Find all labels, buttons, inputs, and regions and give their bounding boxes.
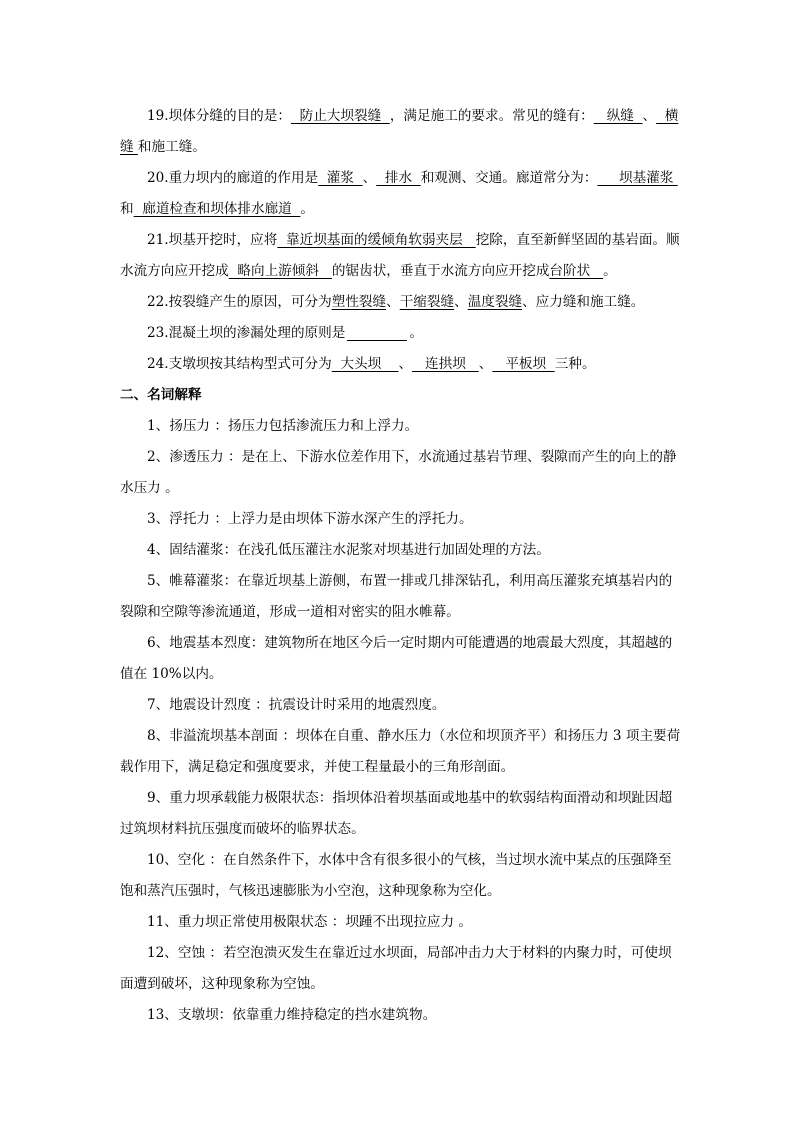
answer-text: 灌浆 — [318, 170, 363, 186]
fill-in-question — [120, 225, 685, 287]
question-text: 和观测、交通。廊道常分为： — [420, 170, 598, 186]
question-text: 和施工缝。 — [137, 139, 206, 155]
term-definitions — [120, 411, 685, 1031]
definition-item: 2、渗透压力 ：是在上、下游水位差作用下，水流通过基岩节理、裂隙而产生的向上的静水压力 。 — [120, 449, 677, 496]
definition-item: 13、支墩坝：依靠重力维持稳定的挡水建筑物。 — [147, 1007, 437, 1023]
question-text: 、 — [362, 170, 377, 186]
definition-item: 8、非溢流坝基本剖面 ：坝体在自重、静水压力（水位和坝顶齐平）和扬压力 3 项主要荷载作用下，满足稳定和强度要求，并使工程量最小的三角形剖面。 — [120, 728, 681, 775]
question-text: 、 — [386, 294, 400, 310]
answer-text: 防止大坝裂缝 — [290, 108, 390, 124]
answer-text: 略向上游倾斜 — [228, 263, 332, 279]
definition-item: 7、地震设计烈度 ：抗震设计时采用的地震烈度。 — [147, 697, 446, 713]
question-number: 22. — [147, 294, 169, 310]
question-text: 重力坝内的廊道的作用是 — [168, 170, 319, 186]
question-text: 。 — [409, 325, 423, 341]
fill-in-question — [120, 163, 685, 225]
answer-text: 纵缝 — [593, 108, 643, 124]
question-text: 、 — [478, 356, 493, 372]
answer-text: 温度裂缝 — [467, 294, 523, 310]
question-number: 21. — [147, 232, 169, 248]
definition-item: 10、空化 ：在自然条件下，水体中含有很多很小的气核，当过坝水流中某点的压强降至饱和蒸汽压强时，气核迅速膨胀为小空泡，这种现象称为空化。 — [120, 852, 672, 899]
fill-in-question — [120, 349, 685, 380]
question-text: 、应力缝和施工缝。 — [522, 294, 645, 310]
fill-in-questions — [120, 101, 685, 380]
answer-text: 廊道检查和坝体排水廊道 — [133, 201, 301, 217]
question-number: 20. — [147, 170, 169, 186]
fill-in-question — [120, 101, 685, 163]
question-text: 支墩坝按其结构型式可分为 — [168, 356, 332, 372]
answer-text: 台阶状 — [549, 263, 604, 279]
question-number: 23. — [147, 325, 169, 341]
fill-in-question — [120, 287, 685, 318]
question-text: 坝基开挖时，应将 — [168, 232, 278, 248]
answer-text: 连拱坝 — [412, 356, 479, 372]
question-text: 、 — [454, 294, 468, 310]
question-text: 、 — [642, 108, 657, 124]
section-heading: 二、名词解释 — [120, 387, 202, 403]
definition-item: 6、地震基本烈度：建筑物所在地区今后一定时期内可能遭遇的地震最大烈度，其超越的值在 10%以内。 — [120, 635, 673, 682]
question-text: ，满足施工的要求。常见的缝有： — [389, 108, 594, 124]
definition-item: 12、空蚀 ：若空泡溃灭发生在靠近过水坝面，局部冲击力大于材料的内聚力时，可使坝面遭到破坏，这种现象称为空蚀。 — [120, 945, 672, 992]
question-text: 坝体分缝的目的是： — [168, 108, 291, 124]
answer-text: 平板坝 — [492, 356, 555, 372]
answer-text: 大头坝 — [331, 356, 399, 372]
answer-text: 干缩裂缝 — [399, 294, 455, 310]
question-text: 的锯齿状，垂直于水流方向应开挖成 — [331, 263, 550, 279]
answer-text: 塑性裂缝 — [331, 294, 387, 310]
definition-item: 5、帷幕灌浆：在靠近坝基上游侧，布置一排或几排深钻孔，利用高压灌浆充填基岩内的裂隙和空隙等渗流通道，形成一道相对密实的阻水帷幕。 — [120, 573, 673, 620]
definition-item: 4、固结灌浆：在浅孔低压灌注水泥浆对坝基进行加固处理的方法。 — [147, 542, 550, 558]
definition-item: 11、重力坝正常使用极限状态 ：坝踵不出现拉应力 。 — [147, 914, 473, 930]
answer-text: 坝基灌浆 — [597, 170, 678, 186]
definition-item: 1、扬压力 ：扬压力包括渗流压力和上浮力。 — [147, 418, 419, 434]
question-text: 按裂缝产生的原因，可分为 — [168, 294, 332, 310]
question-text: 。 — [603, 263, 617, 279]
definition-item: 3、浮托力 ：上浮力是由坝体下游水深产生的浮托力。 — [147, 511, 473, 527]
answer-text: 横缝 — [120, 108, 679, 155]
question-text: 挖除，直至新鲜坚固的基岩面。顺水流方向应开挖成 — [120, 232, 680, 279]
answer-blank — [347, 339, 407, 341]
question-number: 24. — [147, 356, 169, 372]
question-text: 三种。 — [554, 356, 596, 372]
question-text: 混凝土坝的渗漏处理的原则是 — [168, 325, 346, 341]
answer-text: 排水 — [376, 170, 421, 186]
question-text: 。 — [300, 201, 315, 217]
answer-text: 靠近坝基面的缓倾角软弱夹层 — [277, 232, 476, 248]
question-text: 、 — [398, 356, 413, 372]
question-number: 19. — [147, 108, 169, 124]
definition-item: 9、重力坝承载能力极限状态：指坝体沿着坝基面或地基中的软弱结构面滑动和坝趾因超过筑坝材料抗压强度而破坏的临界状态。 — [120, 790, 673, 837]
document-body — [120, 101, 685, 1031]
fill-in-question — [120, 318, 685, 349]
question-text: 和 — [120, 201, 134, 217]
